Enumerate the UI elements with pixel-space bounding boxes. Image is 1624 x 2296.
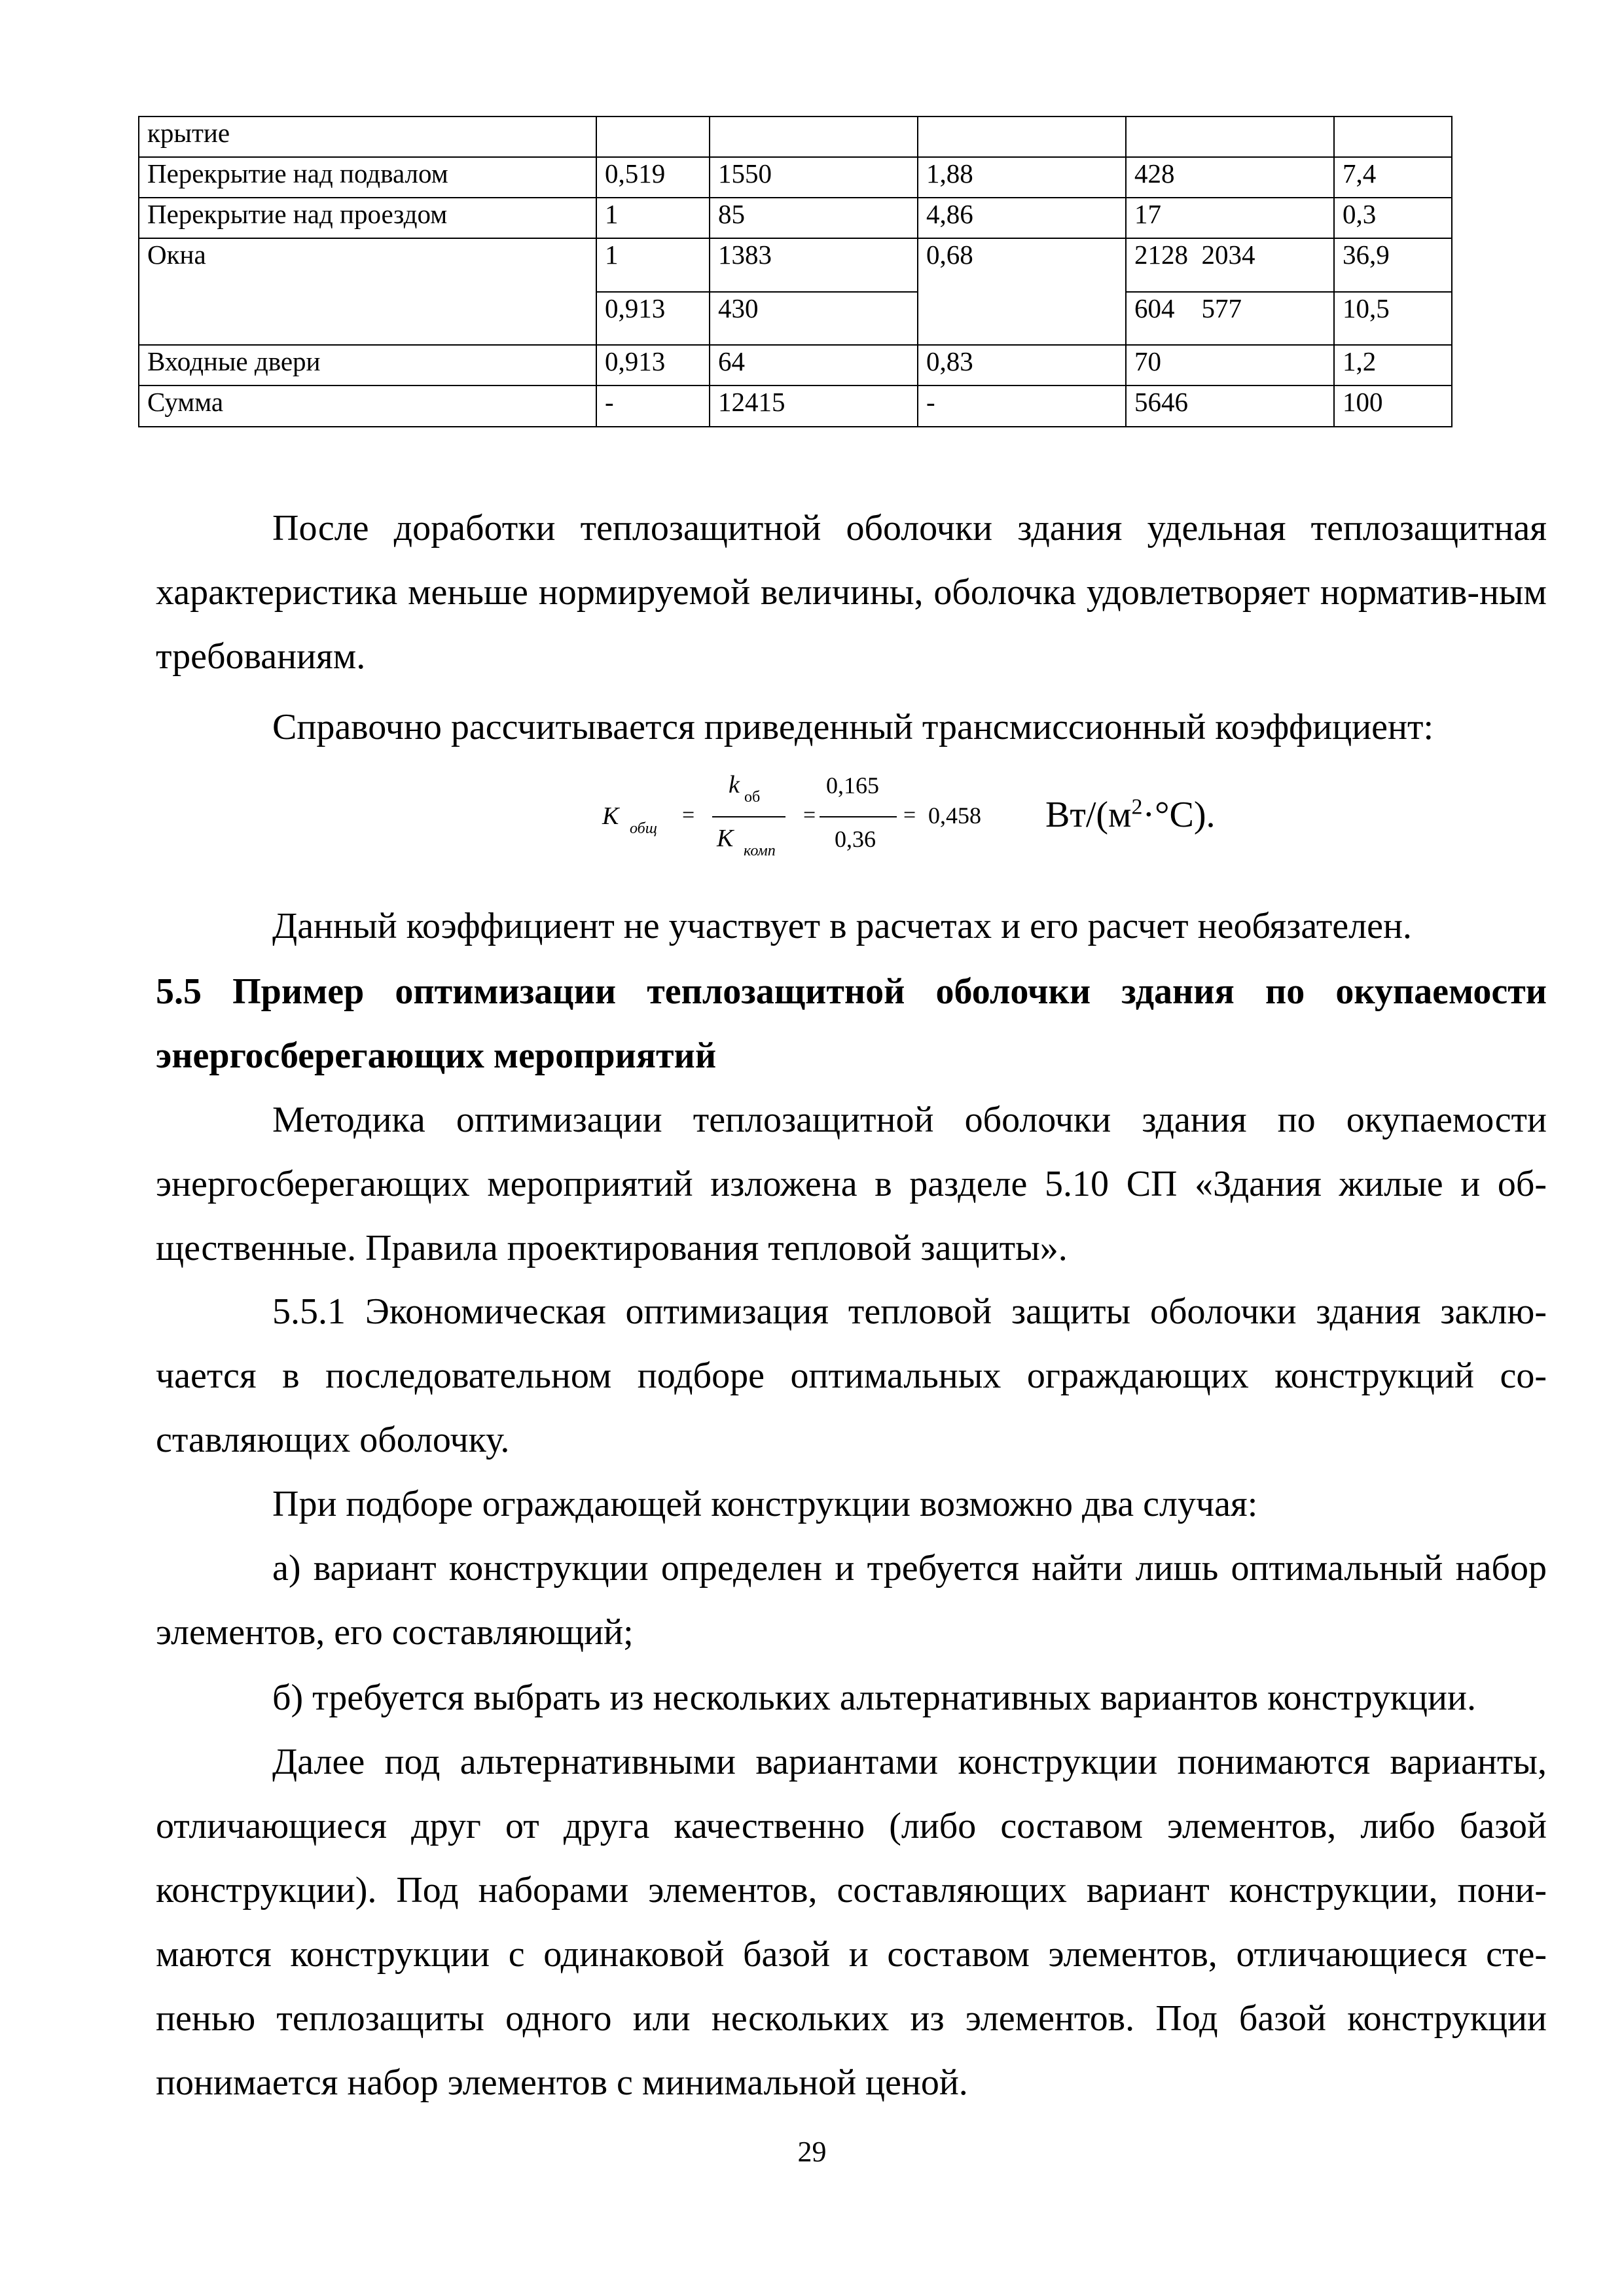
table-cell: 1 [596,238,710,292]
table-cell: 604 577 [1126,292,1334,345]
table-row [139,117,1452,157]
table-cell: 430 [710,292,918,345]
table-cell: 17 [1126,198,1334,238]
table-cell: 36,9 [1334,238,1452,292]
table-row [139,157,1452,198]
table-row [139,345,1452,386]
table-cell: 85 [710,198,918,238]
paragraph: б) требуется выбрать из нескольких альтернативных вариантов конструкции. [272,1677,1476,1718]
paragraph: При подборе ограждающей конструкции возможно два случая: [272,1484,1258,1524]
formula-lhs-subscript: общ [630,820,657,837]
formula-numerator-subscript: об [744,789,761,806]
table-cell: - [596,386,710,427]
table-cell: 1 [596,198,710,238]
formula-equals: = [682,803,695,827]
formula-unit: $Вт/(м^2\cdot^\circ С)$. [1045,795,1216,835]
table-cell-name: Сумма [139,386,596,427]
formula-denominator-subscript: комп [744,842,776,859]
paragraph: Далее под альтернативными вариантами конструкции понимаются варианты, отличающиеся друг от друга качественно (либо составом элементов, либо базой конструкции). Под наборами элементов, составляющих вариант конструкции, пони-маются конструкции с одинаковой базой и составом элементов, отличающиеся сте-пенью теплозащиты одного или нескольких из элементов. Под базой конструкции понимается набор элементов с минимальной ценой. [156,1742,1547,2103]
table-cell: 5646 [1126,386,1334,427]
table-row [139,386,1452,427]
table-cell: 1,2 [1334,345,1452,386]
transmission-coefficient-formula [589,771,1244,874]
table-cell-name: Перекрытие над подвалом [139,157,596,198]
table-cell: 1550 [710,157,918,198]
table-cell-name: Окна [139,238,596,345]
table-cell: 428 [1126,157,1334,198]
formula-numerator-value: 0,165 [826,772,879,798]
table-cell: 4,86 [918,198,1126,238]
formula-equals: = [903,803,916,827]
table-cell: 100 [1334,386,1452,427]
table-cell: 64 [710,345,918,386]
table-cell-name: крытие [139,117,596,157]
table-row [139,238,1452,292]
formula-denominator: K [717,825,734,852]
table-cell: 0,913 [596,345,710,386]
section-heading: 5.5 Пример оптимизации теплозащитной оболочки здания по окупаемости энергосберегающих мероприятий [156,971,1547,1076]
table-cell: 0,519 [596,157,710,198]
table-cell: 1383 [710,238,918,292]
formula-numerator: k [729,771,740,798]
table-cell: 1,88 [918,157,1126,198]
table-cell: - [918,386,1126,427]
paragraph: Данный коэффициент не участвует в расчетах и его расчет необязателен. [272,906,1412,946]
table-cell: 7,4 [1334,157,1452,198]
formula-result: 0,458 [928,802,981,829]
formula-denominator-value: 0,36 [835,826,876,852]
fraction-bar [712,816,785,817]
table-cell: 12415 [710,386,918,427]
table-cell: 0,913 [596,292,710,345]
table-cell-name: Входные двери [139,345,596,386]
table-cell: 0,83 [918,345,1126,386]
paragraph: Справочно рассчитывается приведенный трансмиссионный коэффициент: [272,707,1434,747]
table-cell: 2128 2034 [1126,238,1334,292]
table-cell: 0,3 [1334,198,1452,238]
fraction-bar [820,816,897,817]
table-cell: 10,5 [1334,292,1452,345]
heat-loss-table [138,116,1453,427]
formula-lhs: K [602,802,619,830]
table-cell-name: Перекрытие над проездом [139,198,596,238]
paragraph: 5.5.1 Экономическая оптимизация тепловой защиты оболочки здания заклю-чается в последовательном подборе оптимальных ограждающих конструкций со-ставляющих оболочку. [156,1291,1547,1460]
paragraph: а) вариант конструкции определен и требуется найти лишь оптимальный набор элементов, его составляющий; [156,1548,1547,1653]
page-number: 29 [797,2136,827,2168]
table-row [139,198,1452,238]
paragraph: После доработки теплозащитной оболочки здания удельная теплозащитная характеристика меньше нормируемой величины, оболочка удовлетворяет норматив-ным требованиям. [156,508,1547,677]
table-cell: 0,68 [918,238,1126,345]
table-cell: 70 [1126,345,1334,386]
formula-equals: = [803,803,816,827]
paragraph: Методика оптимизации теплозащитной оболочки здания по окупаемости энергосберегающих мероприятий изложена в разделе 5.10 СП «Здания жилые и об-щественные. Правила проектирования тепловой защиты». [156,1100,1547,1268]
